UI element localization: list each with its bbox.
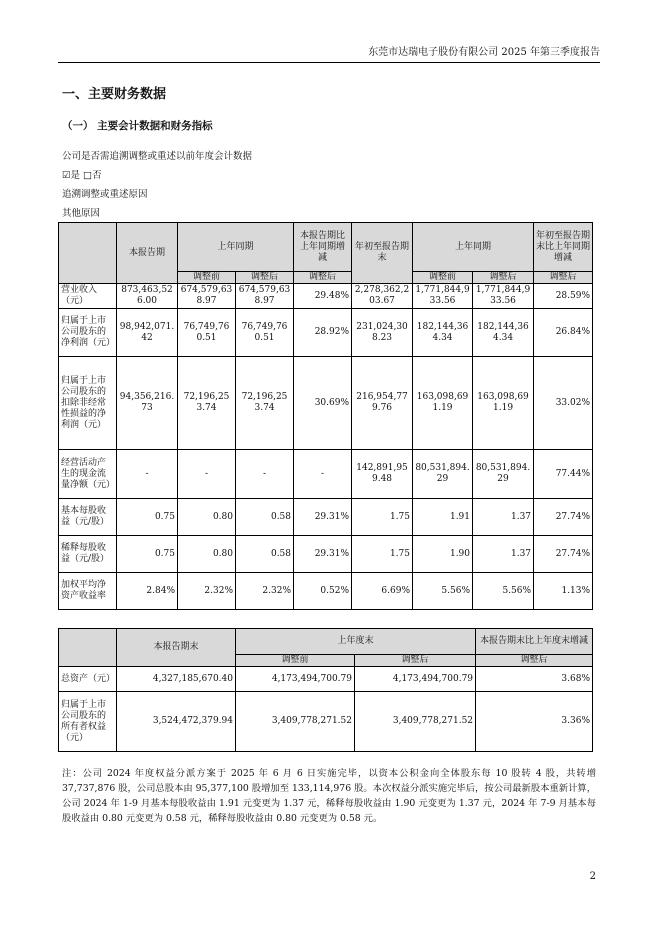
cell: 1.75 — [352, 536, 413, 573]
col-before-adj: 调整前 — [236, 655, 355, 667]
row-label: 营业收入（元） — [59, 284, 117, 309]
cell: 76,749,760.51 — [178, 309, 236, 357]
table-row — [59, 357, 593, 450]
cell: 6.69% — [352, 573, 413, 610]
cell: 27.74% — [534, 499, 593, 536]
restate-reason-value: 其他原因 — [62, 208, 101, 219]
cell: 142,891,959.48 — [352, 450, 413, 499]
cell: - — [294, 450, 352, 499]
corner-cell — [59, 629, 117, 667]
cell: - — [236, 450, 294, 499]
row-label: 稀释每股收益（元/股） — [59, 536, 117, 573]
cell: 0.80 — [178, 499, 236, 536]
cell: 1.90 — [413, 536, 473, 573]
cell: 1.91 — [413, 499, 473, 536]
cell: 231,024,308.23 — [352, 309, 413, 357]
cell: 674,579,638.97 — [178, 284, 236, 309]
cell: 77.44% — [534, 450, 593, 499]
cell: 2.32% — [236, 573, 294, 610]
cell: 29.31% — [294, 536, 352, 573]
col-after-adj: 调整后 — [236, 272, 294, 284]
col-ytd: 年初至报告期末 — [352, 223, 413, 284]
col-current-period: 本报告期 — [117, 223, 178, 284]
row-label: 归属于上市公司股东的所有者权益（元） — [59, 692, 117, 752]
col-adj-change: 调整后 — [294, 272, 352, 284]
col-prev-period: 上年同期 — [178, 223, 294, 272]
cell: 0.75 — [117, 499, 178, 536]
restate-answer: ☑是 □否 — [62, 170, 102, 181]
cell: 29.31% — [294, 499, 352, 536]
cell: 0.75 — [117, 536, 178, 573]
cell: 28.59% — [534, 284, 593, 309]
page-header: 东莞市达瑞电子股份有限公司 2025 年第三季度报告 — [58, 44, 600, 63]
cell: 873,463,526.00 — [117, 284, 178, 309]
cell: 1.37 — [473, 536, 534, 573]
cell: 2.32% — [178, 573, 236, 610]
cell: 30.69% — [294, 357, 352, 450]
cell: 29.48% — [294, 284, 352, 309]
balance-table — [58, 628, 593, 752]
col-ytd-change: 年初至报告期末比上年同期增减 — [534, 223, 593, 272]
cell: 2,278,362,203.67 — [352, 284, 413, 309]
cell: 0.80 — [178, 536, 236, 573]
table-row — [59, 450, 593, 499]
cell: 1.37 — [473, 499, 534, 536]
cell: 4,173,494,700.79 — [236, 667, 355, 692]
cell: 3,409,778,271.52 — [236, 692, 355, 752]
col-prev-ytd: 上年同期 — [413, 223, 534, 272]
cell: 1,771,844,933.56 — [473, 284, 534, 309]
col-after-adj: 调整后 — [355, 655, 476, 667]
financial-table — [58, 222, 593, 610]
table-row — [59, 284, 593, 309]
cell: 2.84% — [117, 573, 178, 610]
cell: 3,524,472,379.94 — [117, 692, 236, 752]
row-label: 基本每股收益（元/股） — [59, 499, 117, 536]
cell: 182,144,364.34 — [473, 309, 534, 357]
cell: 5.56% — [473, 573, 534, 610]
corner-cell — [59, 223, 117, 284]
row-label: 经营活动产生的现金流量净额（元） — [59, 450, 117, 499]
cell: 3.68% — [476, 667, 593, 692]
restate-question: 公司是否需追溯调整或重述以前年度会计数据 — [62, 151, 253, 162]
cell: 1,771,844,933.56 — [413, 284, 473, 309]
col-end-change: 本报告期末比上年度末增减 — [476, 629, 593, 655]
cell: 3.36% — [476, 692, 593, 752]
cell: 28.92% — [294, 309, 352, 357]
cell: 80,531,894.29 — [413, 450, 473, 499]
footnote: 注：公司 2024 年度权益分派方案于 2025 年 6 月 6 日实施完毕，以资本公积金向全体股东每 10 股转 4 股，共转增 37,737,876 股，公司总股本由 95,377,100 股增加至 133,114,976 股。本次权益分派实施完毕后，按公司最新股本重新计算，公司 2024 年 1-9 月基本每股收益由 1.91 元变更为 1.37 元，稀释每股收益由 1.90 元变更为 1.37 元，2024 年 7-9 月基本每股收益由 0.80 元变更为 0.58 元，稀释每股收益由 0.80 元变更为 0.58 元。 — [62, 768, 596, 824]
cell: 0.58 — [236, 536, 294, 573]
cell: 182,144,364.34 — [413, 309, 473, 357]
row-label: 归属于上市公司股东的净利润（元） — [59, 309, 117, 357]
table-row — [59, 667, 593, 692]
cell: 216,954,779.76 — [352, 357, 413, 450]
cell: - — [117, 450, 178, 499]
cell: 94,356,216.73 — [117, 357, 178, 450]
cell: 0.58 — [236, 499, 294, 536]
cell: 76,749,760.51 — [236, 309, 294, 357]
col-adj-change: 调整后 — [476, 655, 593, 667]
col-before-adj: 调整前 — [178, 272, 236, 284]
table-row — [59, 499, 593, 536]
cell: 1.13% — [534, 573, 593, 610]
section-title: 一、主要财务数据 — [62, 87, 167, 102]
col-prev-year-end: 上年度末 — [236, 629, 476, 655]
row-label: 加权平均净资产收益率 — [59, 573, 117, 610]
cell: 98,942,071.42 — [117, 309, 178, 357]
page-number: 2 — [589, 871, 596, 882]
col-before-adj-ytd: 调整前 — [413, 272, 473, 284]
col-after-adj-ytd: 调整后 — [473, 272, 534, 284]
cell: 4,327,185,670.40 — [117, 667, 236, 692]
cell: 80,531,894.29 — [473, 450, 534, 499]
cell: 72,196,253.74 — [178, 357, 236, 450]
cell: 72,196,253.74 — [236, 357, 294, 450]
subsection-title: （一） 主要会计数据和财务指标 — [62, 120, 213, 132]
cell: 163,098,691.19 — [413, 357, 473, 450]
table-row — [59, 309, 593, 357]
cell: 26.84% — [534, 309, 593, 357]
cell: 3,409,778,271.52 — [355, 692, 476, 752]
cell: 674,579,638.97 — [236, 284, 294, 309]
table-row — [59, 573, 593, 610]
row-label: 总资产（元） — [59, 667, 117, 692]
cell: 33.02% — [534, 357, 593, 450]
cell: - — [178, 450, 236, 499]
cell: 1.75 — [352, 499, 413, 536]
cell: 163,098,691.19 — [473, 357, 534, 450]
col-period-end: 本报告期末 — [117, 629, 236, 667]
col-period-change: 本报告期比上年同期增减 — [294, 223, 352, 272]
cell: 4,173,494,700.79 — [355, 667, 476, 692]
row-label: 归属于上市公司股东的扣除非经常性损益的净利润（元） — [59, 357, 117, 450]
cell: 5.56% — [413, 573, 473, 610]
table-row — [59, 692, 593, 752]
cell: 0.52% — [294, 573, 352, 610]
col-adj-change-ytd: 调整后 — [534, 272, 593, 284]
table-row — [59, 536, 593, 573]
restate-reason-label: 追溯调整或重述原因 — [62, 189, 148, 200]
cell: 27.74% — [534, 536, 593, 573]
